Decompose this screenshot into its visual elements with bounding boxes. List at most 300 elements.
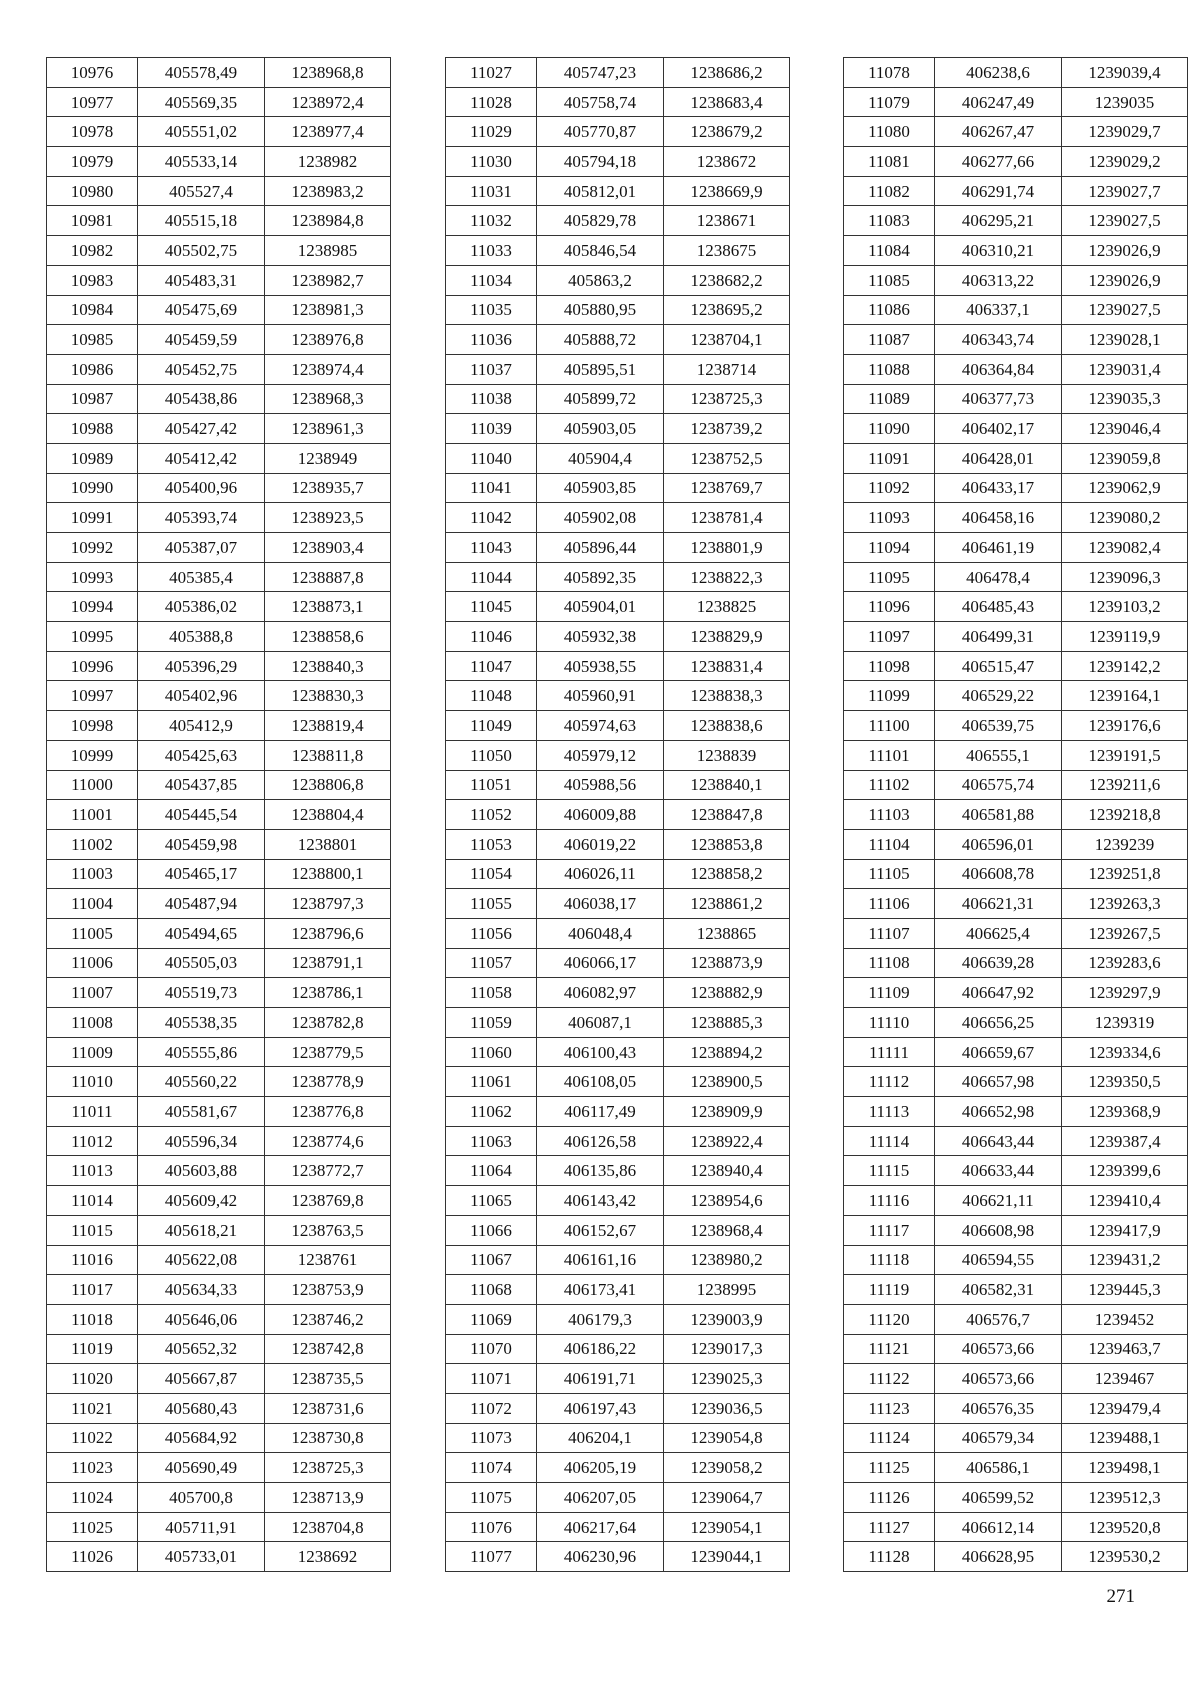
x-coordinate-cell: 406310,21	[935, 236, 1062, 266]
point-number-cell: 11068	[446, 1275, 537, 1305]
point-number-cell: 10997	[47, 681, 138, 711]
point-number-cell: 11102	[844, 770, 935, 800]
x-coordinate-cell: 406628,95	[935, 1542, 1062, 1572]
x-coordinate-cell: 405812,01	[537, 176, 664, 206]
x-coordinate-cell: 405425,63	[138, 740, 265, 770]
x-coordinate-cell: 406291,74	[935, 176, 1062, 206]
y-coordinate-cell: 1238829,9	[664, 622, 790, 652]
x-coordinate-cell: 406152,67	[537, 1215, 664, 1245]
y-coordinate-cell: 1238982	[265, 147, 391, 177]
x-coordinate-cell: 406625,4	[935, 918, 1062, 948]
point-number-cell: 10976	[47, 58, 138, 88]
table-row	[446, 533, 790, 563]
point-number-cell: 11033	[446, 236, 537, 266]
table-row	[47, 1097, 391, 1127]
table-row	[446, 1215, 790, 1245]
y-coordinate-cell: 1238909,9	[664, 1097, 790, 1127]
point-number-cell: 11049	[446, 711, 537, 741]
x-coordinate-cell: 406173,41	[537, 1275, 664, 1305]
point-number-cell: 11047	[446, 651, 537, 681]
x-coordinate-cell: 405758,74	[537, 87, 664, 117]
table-row	[47, 918, 391, 948]
y-coordinate-cell: 1239251,8	[1062, 859, 1188, 889]
point-number-cell: 10984	[47, 295, 138, 325]
x-coordinate-cell: 406458,16	[935, 503, 1062, 533]
x-coordinate-cell: 406573,66	[935, 1364, 1062, 1394]
table-row	[446, 384, 790, 414]
point-number-cell: 11003	[47, 859, 138, 889]
y-coordinate-cell: 1238935,7	[265, 473, 391, 503]
point-number-cell: 11089	[844, 384, 935, 414]
y-coordinate-cell: 1239520,8	[1062, 1512, 1188, 1542]
x-coordinate-cell: 406082,97	[537, 978, 664, 1008]
y-coordinate-cell: 1239064,7	[664, 1483, 790, 1513]
x-coordinate-cell: 406038,17	[537, 889, 664, 919]
x-coordinate-cell: 405667,87	[138, 1364, 265, 1394]
x-coordinate-cell: 406364,84	[935, 354, 1062, 384]
point-number-cell: 11109	[844, 978, 935, 1008]
table-row	[844, 87, 1188, 117]
point-number-cell: 11079	[844, 87, 935, 117]
table-row	[47, 1245, 391, 1275]
table-row	[844, 206, 1188, 236]
y-coordinate-cell: 1238838,3	[664, 681, 790, 711]
table-row	[47, 414, 391, 444]
table-row	[844, 1008, 1188, 1038]
table-row	[844, 533, 1188, 563]
y-coordinate-cell: 1238778,9	[265, 1067, 391, 1097]
x-coordinate-cell: 406247,49	[935, 87, 1062, 117]
x-coordinate-cell: 405519,73	[138, 978, 265, 1008]
x-coordinate-cell: 406143,42	[537, 1186, 664, 1216]
x-coordinate-cell: 406633,44	[935, 1156, 1062, 1186]
x-coordinate-cell: 405690,49	[138, 1453, 265, 1483]
table-row	[47, 622, 391, 652]
table-row	[47, 236, 391, 266]
y-coordinate-cell: 1239054,1	[664, 1512, 790, 1542]
point-number-cell: 11101	[844, 740, 935, 770]
table-row	[47, 1483, 391, 1513]
table-row	[47, 1008, 391, 1038]
y-coordinate-cell: 1239410,4	[1062, 1186, 1188, 1216]
y-coordinate-cell: 1239035,3	[1062, 384, 1188, 414]
x-coordinate-cell: 406087,1	[537, 1008, 664, 1038]
y-coordinate-cell: 1238825	[664, 592, 790, 622]
y-coordinate-cell: 1238671	[664, 206, 790, 236]
point-number-cell: 11083	[844, 206, 935, 236]
x-coordinate-cell: 405487,94	[138, 889, 265, 919]
table-row	[47, 473, 391, 503]
y-coordinate-cell: 1239191,5	[1062, 740, 1188, 770]
x-coordinate-cell: 406267,47	[935, 117, 1062, 147]
x-coordinate-cell: 406539,75	[935, 711, 1062, 741]
point-number-cell: 11032	[446, 206, 537, 236]
table-row	[844, 1423, 1188, 1453]
y-coordinate-cell: 1238981,3	[265, 295, 391, 325]
x-coordinate-cell: 405974,63	[537, 711, 664, 741]
x-coordinate-cell: 405427,42	[138, 414, 265, 444]
y-coordinate-cell: 1239027,5	[1062, 206, 1188, 236]
y-coordinate-cell: 1238839	[664, 740, 790, 770]
point-number-cell: 11050	[446, 740, 537, 770]
point-number-cell: 11004	[47, 889, 138, 919]
y-coordinate-cell: 1238830,3	[265, 681, 391, 711]
x-coordinate-cell: 405483,31	[138, 265, 265, 295]
table-row	[446, 1483, 790, 1513]
point-number-cell: 11086	[844, 295, 935, 325]
y-coordinate-cell: 1238731,6	[265, 1393, 391, 1423]
y-coordinate-cell: 1239445,3	[1062, 1275, 1188, 1305]
point-number-cell: 11056	[446, 918, 537, 948]
point-number-cell: 11126	[844, 1483, 935, 1513]
table-row	[446, 1512, 790, 1542]
table-row	[47, 206, 391, 236]
table-row	[844, 681, 1188, 711]
table-row	[446, 58, 790, 88]
point-number-cell: 11044	[446, 562, 537, 592]
table-row	[47, 295, 391, 325]
point-number-cell: 11072	[446, 1393, 537, 1423]
table-row	[47, 1304, 391, 1334]
y-coordinate-cell: 1238982,7	[265, 265, 391, 295]
point-number-cell: 11042	[446, 503, 537, 533]
point-number-cell: 11020	[47, 1364, 138, 1394]
x-coordinate-cell: 406377,73	[935, 384, 1062, 414]
table-row	[844, 1334, 1188, 1364]
y-coordinate-cell: 1239498,1	[1062, 1453, 1188, 1483]
x-coordinate-cell: 406135,86	[537, 1156, 664, 1186]
y-coordinate-cell: 1239488,1	[1062, 1423, 1188, 1453]
point-number-cell: 11013	[47, 1156, 138, 1186]
point-number-cell: 11065	[446, 1186, 537, 1216]
y-coordinate-cell: 1238922,4	[664, 1126, 790, 1156]
x-coordinate-cell: 405402,96	[138, 681, 265, 711]
table-row	[844, 236, 1188, 266]
y-coordinate-cell: 1238923,5	[265, 503, 391, 533]
table-row	[47, 978, 391, 1008]
y-coordinate-cell: 1238774,6	[265, 1126, 391, 1156]
x-coordinate-cell: 406485,43	[935, 592, 1062, 622]
point-number-cell: 11080	[844, 117, 935, 147]
y-coordinate-cell: 1238796,6	[265, 918, 391, 948]
table-row	[47, 800, 391, 830]
x-coordinate-cell: 406639,28	[935, 948, 1062, 978]
table-row	[446, 473, 790, 503]
y-coordinate-cell: 1238831,4	[664, 651, 790, 681]
table-row	[47, 1215, 391, 1245]
table-row	[47, 651, 391, 681]
table-row	[446, 354, 790, 384]
table-row	[47, 325, 391, 355]
point-number-cell: 10981	[47, 206, 138, 236]
table-row	[844, 1097, 1188, 1127]
x-coordinate-cell: 405538,35	[138, 1008, 265, 1038]
point-number-cell: 11127	[844, 1512, 935, 1542]
coordinate-table-1	[46, 57, 391, 1572]
x-coordinate-cell: 405393,74	[138, 503, 265, 533]
y-coordinate-cell: 1238769,8	[265, 1186, 391, 1216]
table-row	[844, 978, 1188, 1008]
point-number-cell: 11069	[446, 1304, 537, 1334]
table-row	[47, 58, 391, 88]
x-coordinate-cell: 406594,55	[935, 1245, 1062, 1275]
x-coordinate-cell: 406621,31	[935, 889, 1062, 919]
table-row	[47, 681, 391, 711]
table-row	[446, 622, 790, 652]
x-coordinate-cell: 405888,72	[537, 325, 664, 355]
table-row	[446, 236, 790, 266]
point-number-cell: 11073	[446, 1423, 537, 1453]
x-coordinate-cell: 405569,35	[138, 87, 265, 117]
y-coordinate-cell: 1238714	[664, 354, 790, 384]
y-coordinate-cell: 1238853,8	[664, 829, 790, 859]
table-row	[844, 562, 1188, 592]
point-number-cell: 11075	[446, 1483, 537, 1513]
point-number-cell: 11107	[844, 918, 935, 948]
y-coordinate-cell: 1238752,5	[664, 443, 790, 473]
x-coordinate-cell: 405387,07	[138, 533, 265, 563]
point-number-cell: 11002	[47, 829, 138, 859]
table-row	[446, 1186, 790, 1216]
x-coordinate-cell: 405494,65	[138, 918, 265, 948]
point-number-cell: 10995	[47, 622, 138, 652]
table-row	[844, 1364, 1188, 1394]
point-number-cell: 11018	[47, 1304, 138, 1334]
point-number-cell: 11099	[844, 681, 935, 711]
x-coordinate-cell: 406596,01	[935, 829, 1062, 859]
x-coordinate-cell: 406608,78	[935, 859, 1062, 889]
x-coordinate-cell: 405385,4	[138, 562, 265, 592]
y-coordinate-cell: 1239035	[1062, 87, 1188, 117]
table-row	[47, 1334, 391, 1364]
y-coordinate-cell: 1238882,9	[664, 978, 790, 1008]
y-coordinate-cell: 1238776,8	[265, 1097, 391, 1127]
x-coordinate-cell: 405622,08	[138, 1245, 265, 1275]
point-number-cell: 10999	[47, 740, 138, 770]
x-coordinate-cell: 405533,14	[138, 147, 265, 177]
point-number-cell: 11051	[446, 770, 537, 800]
x-coordinate-cell: 405960,91	[537, 681, 664, 711]
point-number-cell: 11016	[47, 1245, 138, 1275]
table-row	[844, 1304, 1188, 1334]
point-number-cell: 11103	[844, 800, 935, 830]
x-coordinate-cell: 406581,88	[935, 800, 1062, 830]
y-coordinate-cell: 1239368,9	[1062, 1097, 1188, 1127]
y-coordinate-cell: 1238679,2	[664, 117, 790, 147]
table-row	[446, 1008, 790, 1038]
table-row	[47, 1453, 391, 1483]
y-coordinate-cell: 1238725,3	[664, 384, 790, 414]
y-coordinate-cell: 1238980,2	[664, 1245, 790, 1275]
y-coordinate-cell: 1239080,2	[1062, 503, 1188, 533]
x-coordinate-cell: 406515,47	[935, 651, 1062, 681]
x-coordinate-cell: 405711,91	[138, 1512, 265, 1542]
x-coordinate-cell: 406652,98	[935, 1097, 1062, 1127]
y-coordinate-cell: 1238822,3	[664, 562, 790, 592]
point-number-cell: 11071	[446, 1364, 537, 1394]
y-coordinate-cell: 1238675	[664, 236, 790, 266]
table-row	[47, 740, 391, 770]
x-coordinate-cell: 406659,67	[935, 1037, 1062, 1067]
x-coordinate-cell: 405505,03	[138, 948, 265, 978]
x-coordinate-cell: 406599,52	[935, 1483, 1062, 1513]
coordinate-table-3	[843, 57, 1188, 1572]
x-coordinate-cell: 405581,67	[138, 1097, 265, 1127]
point-number-cell: 11084	[844, 236, 935, 266]
y-coordinate-cell: 1239283,6	[1062, 948, 1188, 978]
x-coordinate-cell: 406207,05	[537, 1483, 664, 1513]
table-row	[47, 176, 391, 206]
y-coordinate-cell: 1239059,8	[1062, 443, 1188, 473]
x-coordinate-cell: 406117,49	[537, 1097, 664, 1127]
y-coordinate-cell: 1239319	[1062, 1008, 1188, 1038]
table-row	[47, 562, 391, 592]
point-number-cell: 11048	[446, 681, 537, 711]
x-coordinate-cell: 405459,98	[138, 829, 265, 859]
y-coordinate-cell: 1238704,1	[664, 325, 790, 355]
table-row	[844, 740, 1188, 770]
x-coordinate-cell: 406179,3	[537, 1304, 664, 1334]
point-number-cell: 10990	[47, 473, 138, 503]
table-row	[844, 1245, 1188, 1275]
y-coordinate-cell: 1238669,9	[664, 176, 790, 206]
x-coordinate-cell: 405452,75	[138, 354, 265, 384]
y-coordinate-cell: 1238713,9	[265, 1483, 391, 1513]
y-coordinate-cell: 1239029,7	[1062, 117, 1188, 147]
y-coordinate-cell: 1239512,3	[1062, 1483, 1188, 1513]
point-number-cell: 11026	[47, 1542, 138, 1572]
point-number-cell: 11067	[446, 1245, 537, 1275]
table-row	[446, 978, 790, 1008]
table-row	[844, 147, 1188, 177]
point-number-cell: 11092	[844, 473, 935, 503]
table-row	[844, 711, 1188, 741]
table-row	[844, 918, 1188, 948]
point-number-cell: 11070	[446, 1334, 537, 1364]
x-coordinate-cell: 405829,78	[537, 206, 664, 236]
y-coordinate-cell: 1238672	[664, 147, 790, 177]
point-number-cell: 11005	[47, 918, 138, 948]
point-number-cell: 11082	[844, 176, 935, 206]
x-coordinate-cell: 406277,66	[935, 147, 1062, 177]
point-number-cell: 11028	[446, 87, 537, 117]
point-number-cell: 11017	[47, 1275, 138, 1305]
point-number-cell: 11074	[446, 1453, 537, 1483]
point-number-cell: 11091	[844, 443, 935, 473]
table-row	[47, 1542, 391, 1572]
x-coordinate-cell: 405902,08	[537, 503, 664, 533]
table-row	[844, 473, 1188, 503]
x-coordinate-cell: 405733,01	[138, 1542, 265, 1572]
point-number-cell: 11024	[47, 1483, 138, 1513]
point-number-cell: 10996	[47, 651, 138, 681]
x-coordinate-cell: 406313,22	[935, 265, 1062, 295]
x-coordinate-cell: 406230,96	[537, 1542, 664, 1572]
y-coordinate-cell: 1238838,6	[664, 711, 790, 741]
point-number-cell: 11023	[47, 1453, 138, 1483]
y-coordinate-cell: 1238949	[265, 443, 391, 473]
x-coordinate-cell: 406499,31	[935, 622, 1062, 652]
table-row	[47, 1364, 391, 1394]
x-coordinate-cell: 405527,4	[138, 176, 265, 206]
x-coordinate-cell: 405412,42	[138, 443, 265, 473]
point-number-cell: 10982	[47, 236, 138, 266]
x-coordinate-cell: 405846,54	[537, 236, 664, 266]
point-number-cell: 11039	[446, 414, 537, 444]
point-number-cell: 11078	[844, 58, 935, 88]
x-coordinate-cell: 405438,86	[138, 384, 265, 414]
x-coordinate-cell: 406295,21	[935, 206, 1062, 236]
x-coordinate-cell: 405560,22	[138, 1067, 265, 1097]
x-coordinate-cell: 405747,23	[537, 58, 664, 88]
table-row	[844, 176, 1188, 206]
point-number-cell: 10985	[47, 325, 138, 355]
x-coordinate-cell: 405396,29	[138, 651, 265, 681]
x-coordinate-cell: 406657,98	[935, 1067, 1062, 1097]
x-coordinate-cell: 405412,9	[138, 711, 265, 741]
point-number-cell: 10993	[47, 562, 138, 592]
table-row	[446, 1364, 790, 1394]
x-coordinate-cell: 405646,06	[138, 1304, 265, 1334]
point-number-cell: 11043	[446, 533, 537, 563]
x-coordinate-cell: 406126,58	[537, 1126, 664, 1156]
y-coordinate-cell: 1238858,2	[664, 859, 790, 889]
point-number-cell: 11060	[446, 1037, 537, 1067]
table-row	[446, 1156, 790, 1186]
x-coordinate-cell: 405475,69	[138, 295, 265, 325]
x-coordinate-cell: 405794,18	[537, 147, 664, 177]
table-row	[446, 147, 790, 177]
y-coordinate-cell: 1238983,2	[265, 176, 391, 206]
y-coordinate-cell: 1239417,9	[1062, 1215, 1188, 1245]
x-coordinate-cell: 405903,85	[537, 473, 664, 503]
y-coordinate-cell: 1238779,5	[265, 1037, 391, 1067]
x-coordinate-cell: 405502,75	[138, 236, 265, 266]
point-number-cell: 11019	[47, 1334, 138, 1364]
point-number-cell: 11030	[446, 147, 537, 177]
point-number-cell: 11031	[446, 176, 537, 206]
y-coordinate-cell: 1238801,9	[664, 533, 790, 563]
table-row	[47, 354, 391, 384]
x-coordinate-cell: 406612,14	[935, 1512, 1062, 1542]
y-coordinate-cell: 1239463,7	[1062, 1334, 1188, 1364]
y-coordinate-cell: 1239027,7	[1062, 176, 1188, 206]
point-number-cell: 10988	[47, 414, 138, 444]
point-number-cell: 11008	[47, 1008, 138, 1038]
point-number-cell: 11088	[844, 354, 935, 384]
x-coordinate-cell: 406433,17	[935, 473, 1062, 503]
table-row	[446, 1067, 790, 1097]
y-coordinate-cell: 1239031,4	[1062, 354, 1188, 384]
x-coordinate-cell: 405938,55	[537, 651, 664, 681]
table-row	[844, 948, 1188, 978]
x-coordinate-cell: 406647,92	[935, 978, 1062, 1008]
y-coordinate-cell: 1238772,7	[265, 1156, 391, 1186]
x-coordinate-cell: 406204,1	[537, 1423, 664, 1453]
x-coordinate-cell: 405551,02	[138, 117, 265, 147]
point-number-cell: 11110	[844, 1008, 935, 1038]
table-row	[47, 503, 391, 533]
y-coordinate-cell: 1239082,4	[1062, 533, 1188, 563]
point-number-cell: 11106	[844, 889, 935, 919]
y-coordinate-cell: 1238873,9	[664, 948, 790, 978]
y-coordinate-cell: 1238797,3	[265, 889, 391, 919]
table-row	[844, 859, 1188, 889]
table-row	[446, 770, 790, 800]
x-coordinate-cell: 405459,59	[138, 325, 265, 355]
table-row	[844, 58, 1188, 88]
x-coordinate-cell: 406608,98	[935, 1215, 1062, 1245]
